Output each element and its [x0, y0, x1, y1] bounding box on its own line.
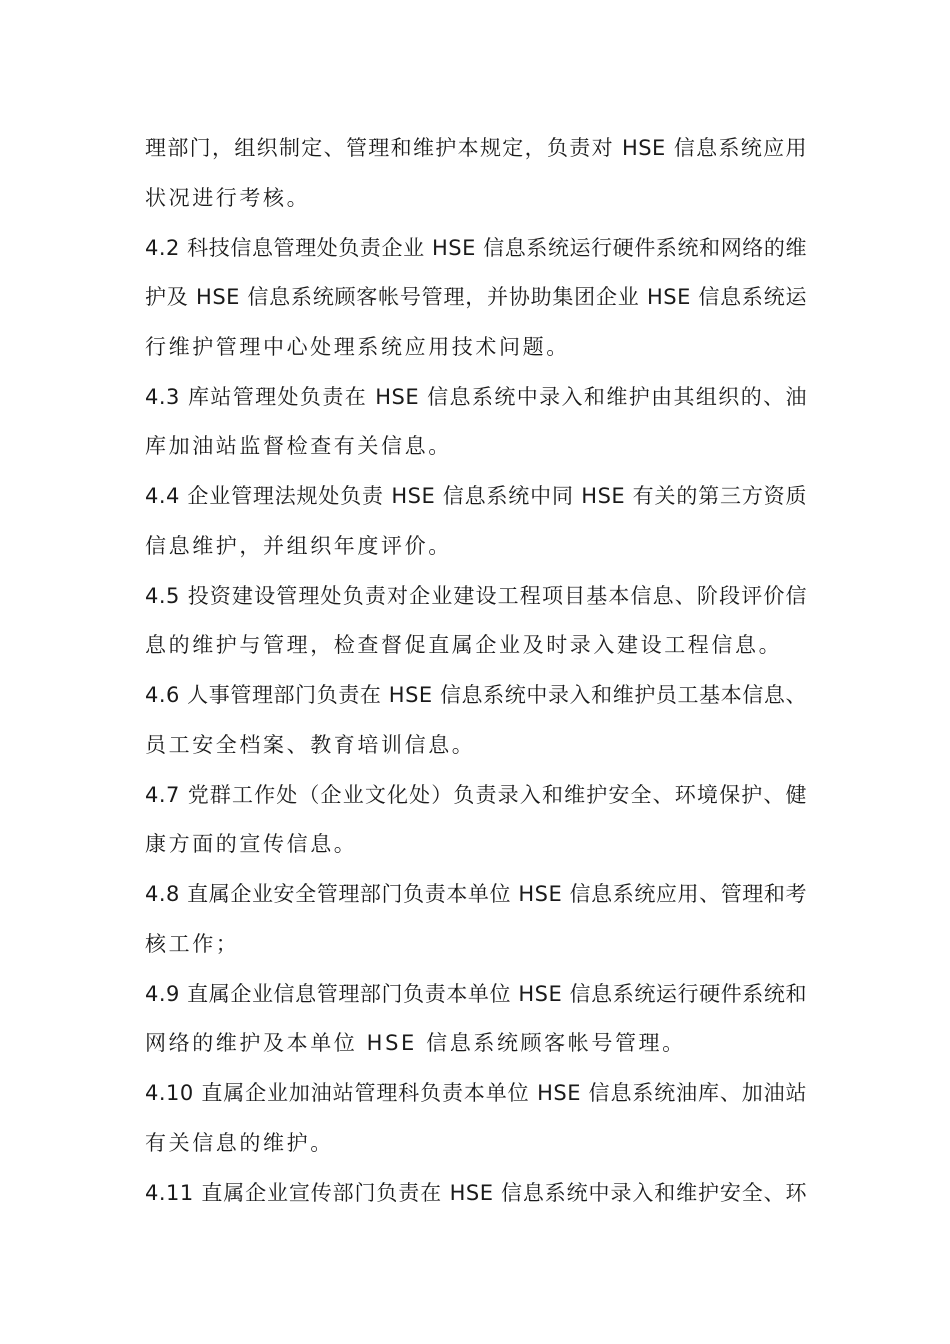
text-line: 核工作；	[145, 932, 240, 956]
text-line: 4.7 党群工作处（企业文化处）负责录入和维护安全、环境保护、健	[145, 783, 807, 807]
text-line: 护及 HSE 信息系统顾客帐号管理，并协助集团企业 HSE 信息系统运	[145, 285, 807, 309]
text-line: 息的维护与管理，检查督促直属企业及时录入建设工程信息。	[145, 633, 783, 657]
text-line: 行维护管理中心处理系统应用技术问题。	[145, 335, 570, 359]
text-line: 信息维护，并组织年度评价。	[145, 534, 452, 558]
text-line: 4.5 投资建设管理处负责对企业建设工程项目基本信息、阶段评价信	[145, 584, 807, 608]
text-line: 4.4 企业管理法规处负责 HSE 信息系统中同 HSE 有关的第三方资质	[145, 484, 807, 508]
text-line: 4.2 科技信息管理处负责企业 HSE 信息系统运行硬件系统和网络的维	[145, 236, 807, 260]
text-line: 理部门，组织制定、管理和维护本规定，负责对 HSE 信息系统应用	[145, 136, 807, 160]
text-line: 有关信息的维护。	[145, 1131, 334, 1155]
text-line: 库加油站监督检查有关信息。	[145, 434, 452, 458]
text-line: 4.3 库站管理处负责在 HSE 信息系统中录入和维护由其组织的、油	[145, 385, 807, 409]
text-line: 员工安全档案、教育培训信息。	[145, 733, 476, 757]
text-line: 康方面的宣传信息。	[145, 832, 358, 856]
text-line: 网络的维护及本单位 HSE 信息系统顾客帐号管理。	[145, 1031, 686, 1055]
text-line: 状况进行考核。	[145, 186, 311, 210]
text-line: 4.9 直属企业信息管理部门负责本单位 HSE 信息系统运行硬件系统和	[145, 982, 807, 1006]
text-line: 4.10 直属企业加油站管理科负责本单位 HSE 信息系统油库、加油站	[145, 1081, 807, 1105]
text-line: 4.11 直属企业宣传部门负责在 HSE 信息系统中录入和维护安全、环	[145, 1181, 807, 1205]
text-line: 4.6 人事管理部门负责在 HSE 信息系统中录入和维护员工基本信息、	[145, 683, 807, 707]
text-line: 4.8 直属企业安全管理部门负责本单位 HSE 信息系统应用、管理和考	[145, 882, 807, 906]
